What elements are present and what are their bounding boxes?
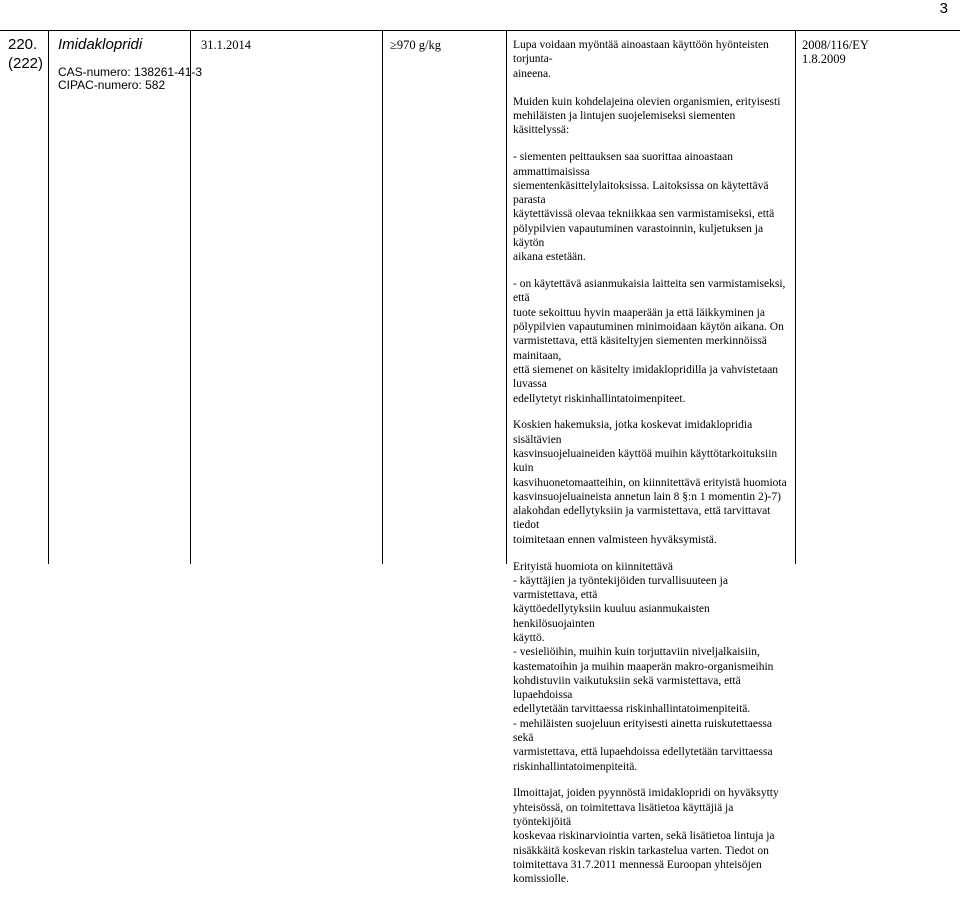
- provision-paragraph: - siementen peittauksen saa suorittaa ainoastaan ammattimaisissa siementenkäsittelylaitoksissa. Laitoksissa on käytettävä parasta käytettävissä olevaa tekniikkaa sen varmistamiseksi, että pölypilvien vapautuminen varastoinnin, kuljetuksen ja käytön aikana estetään.: [513, 151, 775, 264]
- provision-paragraph: Ilmoittajat, joiden pyynnöstä imidaklopridi on hyväksytty yhteisössä, on toimitettava lisätietoa käyttäjiä ja työntekijöitä koskevaa riskinarviointia varten, sekä lisätietoa lintuja ja nisäkkäitä koskevan riskin tarkastelua varten. Tiedot on toimitettava 31.7.2011 mennessä Euroopan yhteisöjen komissiolle.: [513, 787, 779, 886]
- approval-date: 31.1.2014: [201, 38, 251, 52]
- column-divider: [795, 31, 796, 564]
- directive-reference: 2008/116/EY 1.8.2009: [802, 38, 869, 66]
- provision-paragraph: Koskien hakemuksia, jotka koskevat imidaklopridia sisältävien kasvinsuojeluaineiden käyttöä muihin käyttötarkoituksiin kuin kasvihuonetomaatteihin, on kiinnitettävä erityistä huomiota kasvinsuojeluaineista annetun lain 8 §:n 1 momentin 2)-7) alakohdan edellytyksiin ja varmistettava, että tarvittavat tiedot toimitetaan ennen valmisteen hyväksymistä.: [513, 419, 787, 546]
- column-divider: [48, 31, 49, 564]
- identifiers: [58, 66, 202, 92]
- substance-table: [0, 30, 960, 886]
- specific-provisions: [513, 38, 793, 899]
- minimum-purity: ≥970 g/kg: [390, 38, 441, 52]
- provision-paragraph: Erityistä huomiota on kiinnitettävä - käyttäjien ja työntekijöiden turvallisuuteen ja varmistettava, että käyttöedellytyksiin kuuluu asianmukaisten henkilösuojainten käyttö. - vesieliöihin, muihin kuin torjuttaviin niveljalkaisiin, kastematoihin ja muihin maaperän makro-organismeihin kohdistuviin vaikutuksiin sekä varmistettava, että lupaehdoissa edellytetään tarvittaessa riskinhallintatoimenpiteitä. - mehiläisten suojeluun erityisesti ainetta ruiskutettaessa sekä varmistettava, että lupaehdoissa edellytetään tarvittaessa riskinhallintatoimenpiteitä.: [513, 560, 774, 773]
- page-number: 3: [939, 0, 948, 17]
- cas-number: CAS-numero: 138261-41-3: [58, 65, 203, 79]
- provision-intro: Lupa voidaan myöntää ainoastaan käyttöön hyönteisten torjunta- aineena.: [513, 39, 769, 80]
- entry-number: 220. (222): [8, 36, 44, 72]
- substance-name: Imidaklopridi: [58, 36, 143, 53]
- provision-note: Muiden kuin kohdelajeina olevien organismien, erityisesti mehiläisten ja lintujen suojelemiseksi siementen käsittelyssä:: [513, 95, 781, 137]
- column-divider: [506, 31, 507, 564]
- cipac-number: CIPAC-numero: 582: [58, 78, 166, 92]
- column-divider: [382, 31, 383, 564]
- provision-paragraph: - on käytettävä asianmukaisia laitteita sen varmistamiseksi, että tuote sekoittuu hyvin maaperään ja että läikkyminen ja pölypilvien vapautuminen minimoidaan käytön aikana. On varmistettava, että käsiteltyjen siementen merkinnöissä mainitaan, että siemenet on käsitelty imidaklopridilla ja vahvistetaan luvassa edellytetyt riskinhallintatoimenpiteet.: [513, 278, 786, 405]
- column-divider: [190, 31, 191, 564]
